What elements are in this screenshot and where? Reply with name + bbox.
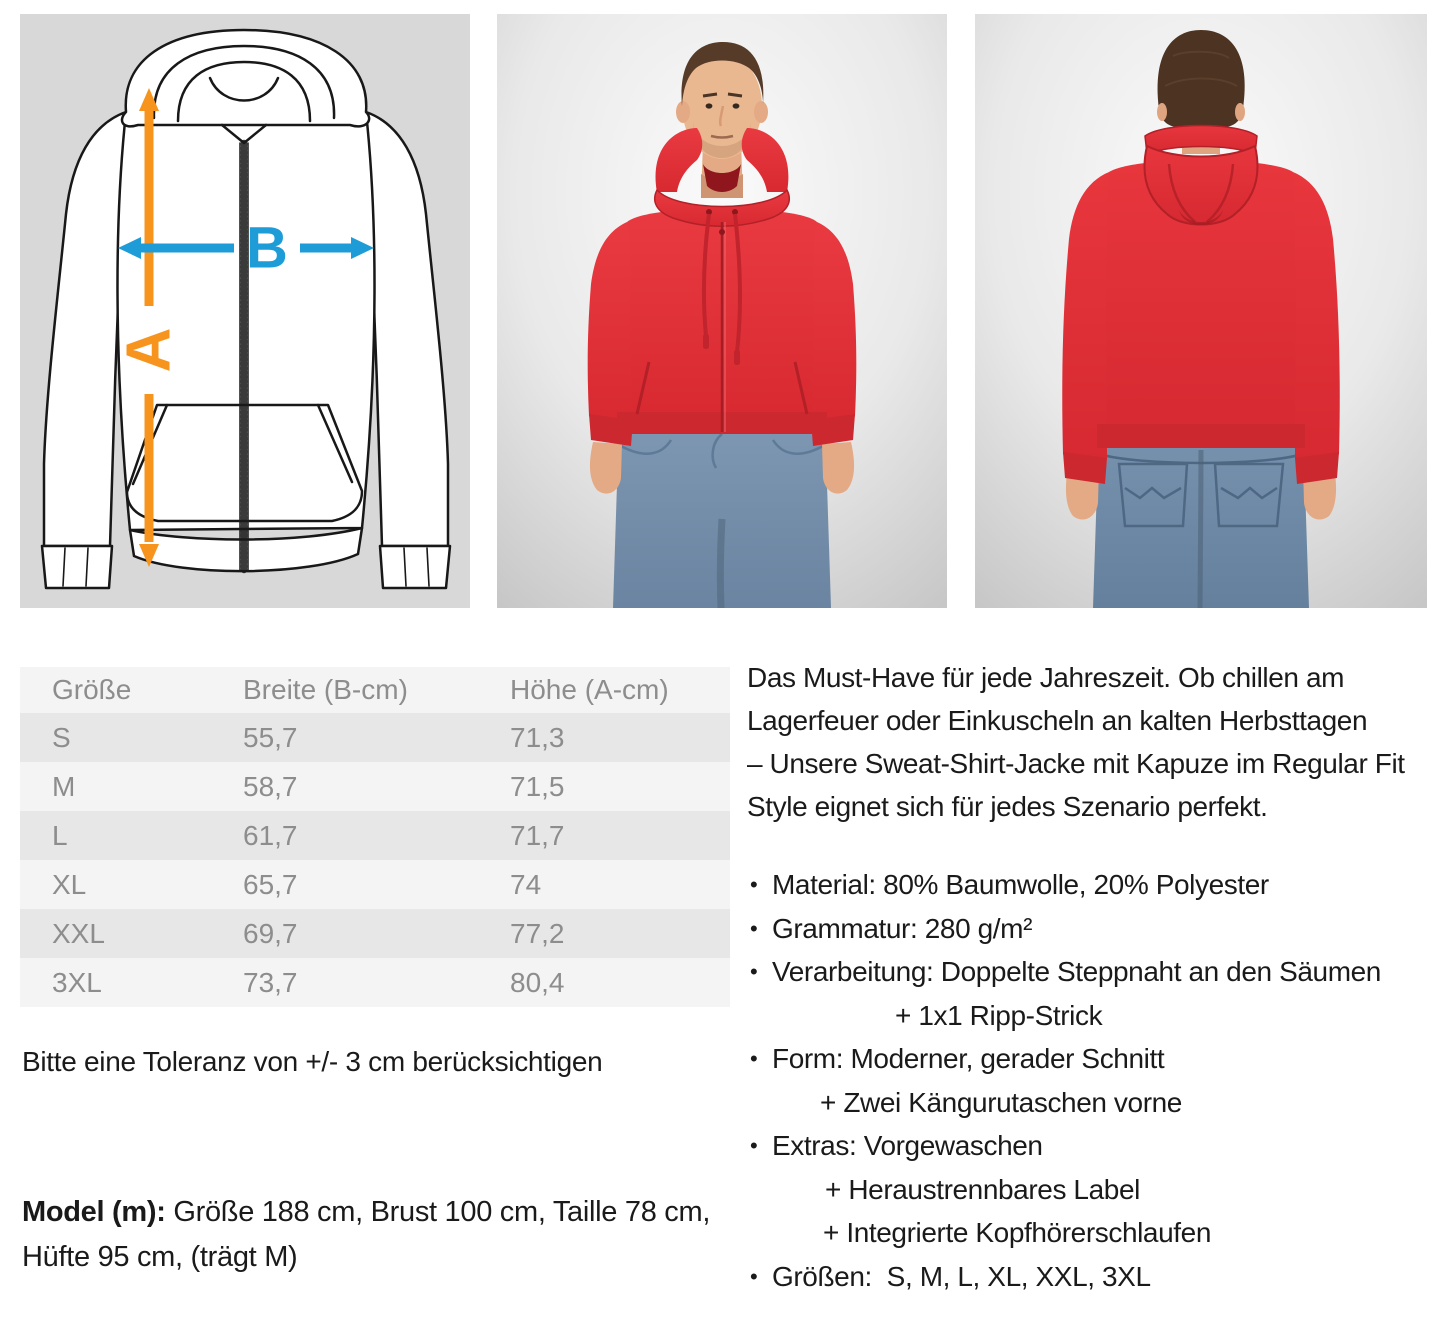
size-diagram-panel xyxy=(20,14,470,608)
feature-item-groessen xyxy=(747,1255,1445,1299)
cell-breite: 58,7 xyxy=(243,770,298,802)
model-photo-back xyxy=(975,14,1427,608)
feature-text: Verarbeitung: Doppelte Steppnaht an den Säumen xyxy=(772,956,1381,987)
size-table xyxy=(20,667,730,1007)
ear-left xyxy=(676,101,690,123)
table-row-xxl xyxy=(20,909,730,958)
measurement-label-b: B xyxy=(246,215,288,281)
hem-band xyxy=(1097,424,1305,448)
bullet-icon: • xyxy=(750,959,758,984)
cell-size: XL xyxy=(52,868,87,900)
jeans-back xyxy=(1093,426,1309,608)
model-label: Model (m): xyxy=(22,1196,166,1228)
col-header-groesse: Größe xyxy=(52,674,132,705)
model-info-rest: Größe 188 cm, Brust 100 cm, Taille 78 cm, xyxy=(165,1196,711,1228)
model-info-line1 xyxy=(22,1190,732,1235)
cell-breite: 55,7 xyxy=(243,721,298,753)
eye-right xyxy=(733,103,740,108)
model-info-line2: Hüfte 95 cm, (trägt M) xyxy=(22,1241,298,1273)
table-row-3xl xyxy=(20,958,730,1007)
bullet-icon: • xyxy=(750,1046,758,1071)
zipper-line xyxy=(240,143,248,570)
eye-left xyxy=(706,103,713,108)
cell-size: 3XL xyxy=(52,966,102,998)
measurement-label-a: A xyxy=(114,327,184,373)
cell-size: S xyxy=(52,721,71,753)
feature-item-extras xyxy=(747,1124,1445,1168)
zipper-pull xyxy=(719,229,725,235)
intro-line: Das Must-Have für jede Jahreszeit. Ob chillen am xyxy=(747,662,1345,693)
feature-text: Material: 80% Baumwolle, 20% Polyester xyxy=(772,869,1269,900)
hoodie-measurement-diagram xyxy=(20,14,470,608)
feature-continuation: + 1x1 Ripp-Strick xyxy=(895,999,1103,1031)
col-header-hoehe: Höhe (A-cm) xyxy=(510,674,669,705)
cell-size: M xyxy=(52,770,76,802)
intro-line: Lagerfeuer oder Einkuscheln an kalten Herbsttagen xyxy=(747,705,1368,736)
cell-hoehe: 71,3 xyxy=(510,721,565,753)
intro-line: – Unsere Sweat-Shirt-Jacke mit Kapuze im Regular Fit xyxy=(747,748,1405,779)
feature-continuation: + Heraustrennbares Label xyxy=(825,1173,1140,1205)
model-back-illustration xyxy=(975,14,1427,608)
description-intro xyxy=(747,656,1445,828)
cell-breite: 69,7 xyxy=(243,917,298,949)
feature-item-material xyxy=(747,863,1445,907)
table-row-m xyxy=(20,762,730,811)
bullet-icon: • xyxy=(750,915,758,941)
bullet-icon: • xyxy=(750,1263,758,1289)
cell-hoehe: 80,4 xyxy=(510,966,565,998)
feature-list xyxy=(747,863,1445,1298)
bullet-icon: • xyxy=(750,872,758,897)
cell-breite: 61,7 xyxy=(243,819,298,851)
feature-text: Größen: S, M, L, XL, XXL, 3XL xyxy=(772,1260,1151,1292)
intro-line: Style eignet sich für jedes Szenario perfekt. xyxy=(747,791,1268,822)
feature-item-grammatur xyxy=(747,907,1445,951)
cell-breite: 73,7 xyxy=(243,966,298,998)
table-row-xl xyxy=(20,860,730,909)
feature-text: Form: Moderner, gerader Schnitt xyxy=(772,1043,1165,1074)
hood-hanging-back xyxy=(1144,126,1257,226)
cell-hoehe: 71,7 xyxy=(510,819,565,851)
feature-text: Grammatur: 280 g/m² xyxy=(772,912,1033,944)
product-description xyxy=(747,656,1445,1298)
ear-left xyxy=(1157,103,1167,121)
cell-hoehe: 71,5 xyxy=(510,770,565,802)
table-row-s xyxy=(20,713,730,762)
model-photo-front xyxy=(497,14,947,608)
table-row-l xyxy=(20,811,730,860)
bullet-icon: • xyxy=(750,1133,758,1158)
feature-item-verarbeitung xyxy=(747,950,1445,994)
jeans-front xyxy=(613,422,831,608)
cell-size: XXL xyxy=(52,917,105,949)
cell-breite: 65,7 xyxy=(243,868,298,900)
ear-right xyxy=(754,101,768,123)
cell-hoehe: 77,2 xyxy=(510,917,565,949)
ear-right xyxy=(1235,103,1245,121)
model-measurements-note xyxy=(22,1190,732,1280)
cell-hoehe: 74 xyxy=(510,868,542,900)
feature-text: Extras: Vorgewaschen xyxy=(772,1130,1043,1161)
model-front-illustration xyxy=(497,14,947,608)
feature-continuation: + Integrierte Kopfhörerschlaufen xyxy=(823,1217,1212,1248)
feature-continuation: + Zwei Kängurutaschen vorne xyxy=(820,1086,1182,1118)
tolerance-note: Bitte eine Toleranz von +/- 3 cm berücksichtigen xyxy=(22,1046,603,1077)
cell-size: L xyxy=(52,819,68,851)
feature-item-form xyxy=(747,1037,1445,1081)
col-header-breite: Breite (B-cm) xyxy=(243,674,408,705)
size-table-header-row xyxy=(20,667,730,713)
